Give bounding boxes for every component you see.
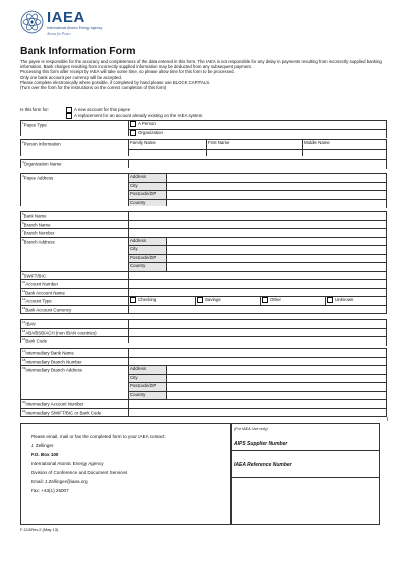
city-field[interactable]: [167, 182, 387, 191]
payee-type-organization[interactable]: Organization: [129, 129, 387, 138]
intermediary-address-label: Address: [129, 366, 167, 375]
account-type-label: $^{12}$Account Type: [21, 297, 129, 306]
intermediary-section: [20, 348, 387, 417]
iaea-reference-box: [231, 451, 379, 478]
swift-label: $^9$SWIFT/BIC: [21, 271, 129, 280]
branch-postcode-field[interactable]: [167, 254, 387, 263]
agency-use-box: [230, 423, 380, 525]
intermediary-city-label: City: [129, 374, 167, 383]
branch-name-field[interactable]: [129, 220, 387, 229]
codes-section: [20, 319, 387, 346]
intro-paragraph: (Turn over the form for the instructions on the correct completion of this form): [20, 85, 167, 91]
branch-address-field[interactable]: [167, 237, 387, 246]
checkbox[interactable]: [66, 113, 72, 119]
intro-paragraph: Processing this form after receipt by IAEA will take some time, so please allow time for this form to be processed.: [20, 69, 235, 75]
replacement-account-option[interactable]: [66, 113, 202, 119]
payee-type-person[interactable]: A Person: [129, 121, 387, 130]
branch-country-field[interactable]: [167, 263, 387, 272]
intermediary-country-field[interactable]: [167, 391, 387, 400]
iaea-use-only-label: (For IAEA Use only): [234, 427, 268, 431]
intermediary-swift-label: $^{21}$Intermediary SWIFT/BIC or Bank Code: [21, 408, 129, 417]
branch-number-field[interactable]: [129, 229, 387, 238]
branch-address-label: $^8$Branch Address: [21, 237, 129, 271]
city-label: City: [129, 182, 167, 191]
family-name-header: Family Name: [129, 140, 207, 150]
intro-paragraph: The payee is responsible for the accuracy and completeness of the data entered in this form. The IAEA is not responsible for any delay in payments resulting from incorrectly supplied banking information. Bank charges resulting from incorrectly supplied information may be deducted from any subsequent payment.: [20, 59, 382, 70]
intermediary-account-number-label: $^{20}$Intermediary Account Number: [21, 400, 129, 409]
option-label: A replacement for an account already existing on the IAEA system: [74, 112, 203, 118]
checkbox[interactable]: [130, 297, 136, 303]
contact-intro: Please email, mail or fax the completed form to your IAEA contact:: [31, 434, 166, 439]
iaea-reference-label: IAEA Reference Number: [234, 462, 292, 468]
aba-field[interactable]: [129, 328, 387, 337]
account-name-field[interactable]: [129, 288, 387, 297]
intermediary-branch-number-label: $^{18}$Intermediary Branch Number: [21, 357, 129, 366]
intermediary-city-field[interactable]: [167, 374, 387, 383]
logo-subtitle: International Atomic Energy Agency: [47, 26, 103, 30]
account-number-field[interactable]: [129, 280, 387, 289]
address-label: Address: [129, 174, 167, 183]
address-field[interactable]: [167, 174, 387, 183]
contact-box: [20, 423, 232, 525]
account-type-unknown[interactable]: Unknown: [326, 297, 387, 306]
contact-division: Division of Conference and Document Services: [31, 470, 128, 475]
payee-type-label: $^1$Payee Type: [21, 121, 129, 138]
form-purpose-label: Is this form for:: [20, 107, 50, 112]
contact-organization: International Atomic Energy Agency: [31, 461, 104, 466]
account-number-label: $^{10}$Account Number: [21, 280, 129, 289]
checkbox[interactable]: [130, 130, 136, 136]
iaea-emblem-icon: [20, 10, 44, 34]
iban-field[interactable]: [129, 320, 387, 329]
intermediary-bank-name-label: $^{17}$Intermediary Bank Name: [21, 349, 129, 358]
iaea-logo: [20, 8, 140, 42]
branch-country-label: Country: [129, 263, 167, 272]
intermediary-bank-name-field[interactable]: [129, 349, 387, 358]
bank-section: [20, 211, 387, 314]
intermediary-postcode-field[interactable]: [167, 383, 387, 392]
option-label: A new account for this payee: [74, 107, 131, 113]
contact-pobox: P.O. Box 100: [31, 452, 59, 457]
iban-label: $^{14}$IBAN: [21, 320, 129, 329]
branch-name-label: $^6$Branch Name: [21, 220, 129, 229]
swift-field[interactable]: [129, 271, 387, 280]
intermediary-address-field[interactable]: [167, 366, 387, 375]
aips-supplier-box: [231, 424, 379, 451]
contact-fax: Fax: +43(1) 26007: [31, 488, 69, 493]
branch-city-label: City: [129, 246, 167, 255]
middle-name-header: Middle Name: [303, 140, 387, 150]
page-marker: I: [386, 417, 388, 423]
checkbox[interactable]: [327, 297, 333, 303]
branch-number-label: $^7$Branch Number: [21, 229, 129, 238]
intermediary-swift-field[interactable]: [129, 408, 387, 417]
intro-paragraph: Only one bank account per currency will be accepted.: [20, 74, 122, 80]
contact-email[interactable]: Email: J.Zellinger@iaea.org: [31, 479, 88, 484]
intermediary-country-label: Country: [129, 391, 167, 400]
payee-address: [20, 173, 387, 208]
account-name-label: $^{11}$Bank Account Name: [21, 288, 129, 297]
checkbox[interactable]: [197, 297, 203, 303]
contact-name: J. Zellinger: [31, 443, 54, 448]
account-type-checking[interactable]: Checking: [129, 297, 196, 306]
person-info-label: $^2$Person Information: [21, 140, 129, 159]
intro-paragraph: Please complete electronically where possible, if completed by hand please use BLOCK CAPITALS.: [20, 79, 211, 85]
branch-postcode-label: Postcode/ZIP: [129, 254, 167, 263]
bank-name-label: $^5$Bank Name: [21, 212, 129, 221]
postcode-field[interactable]: [167, 191, 387, 200]
intro-text: [20, 59, 386, 90]
country-label: Country: [129, 199, 167, 208]
checkbox[interactable]: [262, 297, 268, 303]
bank-code-label: $^{16}$Bank Code: [21, 337, 129, 346]
branch-address-sublabel: Address: [129, 237, 167, 246]
form-reference: F-113/Rev.2 (May 13): [20, 527, 59, 532]
currency-field[interactable]: [129, 305, 387, 314]
checkbox[interactable]: [130, 121, 136, 127]
form-purpose: [20, 107, 386, 119]
aips-supplier-label: AIPS Supplier Number: [234, 441, 288, 447]
first-name-header: First Name: [207, 140, 303, 150]
logo-tagline: Atoms for Peace: [47, 32, 71, 36]
logo-name: IAEA: [47, 9, 85, 26]
intermediary-postcode-label: Postcode/ZIP: [129, 383, 167, 392]
aba-label: $^{15}$ABA/BSB/ACH (non IBAN countries): [21, 328, 129, 337]
account-type-other[interactable]: Other: [261, 297, 326, 306]
intermediary-account-number-field[interactable]: [129, 400, 387, 409]
postcode-label: Postcode/ZIP: [129, 191, 167, 200]
currency-label: $^{13}$Bank Account Currency: [21, 305, 129, 314]
payee-address-label: $^4$Payee Address: [21, 174, 129, 208]
intermediary-branch-address-label: $^{19}$Intermediary Branch Address: [21, 366, 129, 400]
form-title: Bank Information Form: [20, 45, 136, 57]
intermediary-branch-number-field[interactable]: [129, 357, 387, 366]
account-type-savings[interactable]: Savings: [196, 297, 261, 306]
bank-name-field[interactable]: [129, 212, 387, 221]
branch-city-field[interactable]: [167, 246, 387, 255]
org-name-label: $^3$Organization Name: [21, 160, 129, 169]
